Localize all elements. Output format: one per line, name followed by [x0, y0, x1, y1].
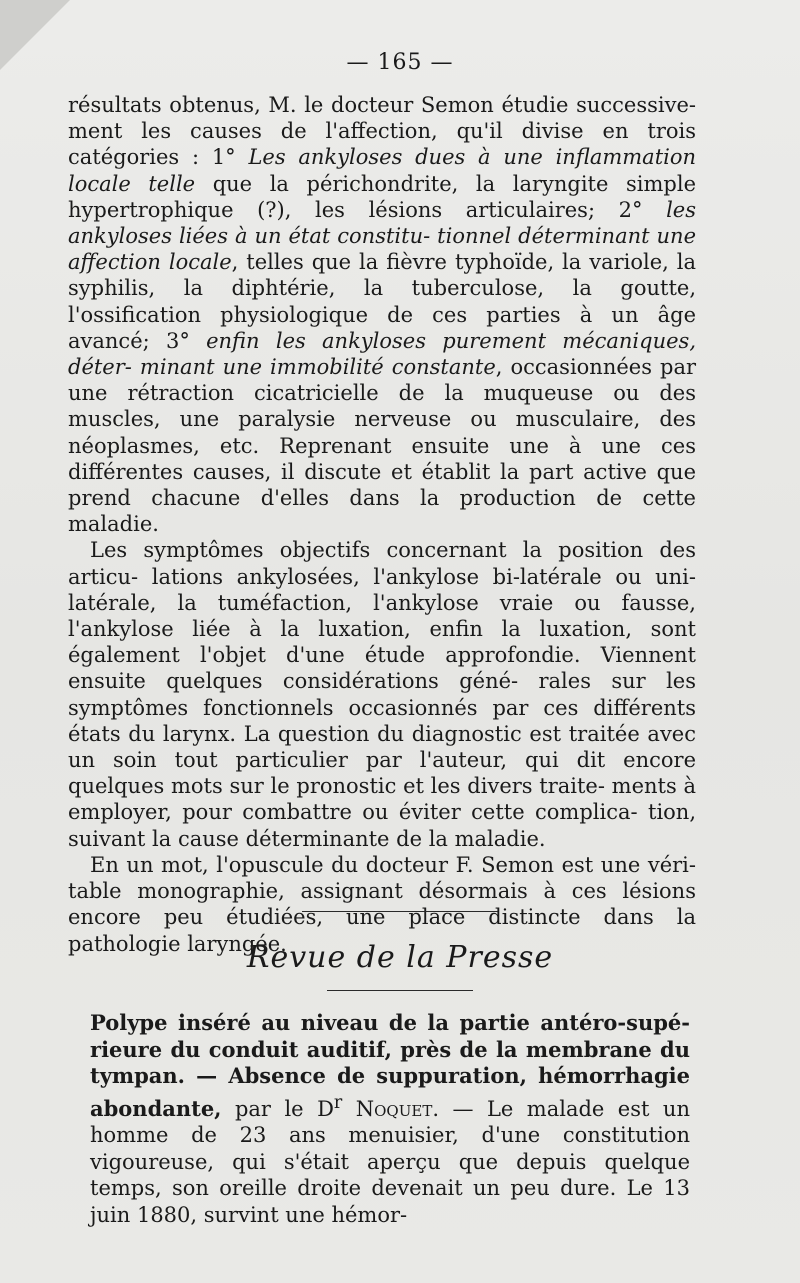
text-segment: rétraction cicatricielle de la muqueuse ou des muscles, une	[68, 381, 696, 432]
text-segment: peu étudiées, une place distincte dans la pathologie laryngée.	[68, 905, 696, 956]
article-headline: Polype inséré au niveau de la partie antéro-supé- rieure du conduit auditif, près de la membrane du tympan. — Absence de suppuration, hémorrhagie abondante,	[90, 1010, 690, 1121]
text-segment: ment les causes de l'affection, qu'il divise en trois catégories :	[68, 119, 696, 170]
text-segment: luxation, enfin la luxation, sont également l'objet d'une étude	[68, 617, 696, 668]
text-segment: table monographie, assignant désormais à ces lésions encore	[68, 879, 696, 930]
text-segment: 1°	[211, 145, 249, 170]
text-segment: tion, suivant la cause déterminante de la maladie.	[68, 800, 696, 851]
paragraph	[68, 92, 696, 537]
article-byline: par le D	[221, 1096, 334, 1121]
body-text	[68, 92, 696, 957]
text-segment: rales sur les symptômes fonctionnels occasionnés par ces	[68, 669, 696, 720]
text-segment: lésions articulaires; 2°	[368, 197, 667, 222]
separator-rule-short	[327, 990, 473, 991]
text-segment: Les symptômes objectifs concernant la position des articu-	[68, 538, 696, 589]
text-segment: Reprenant ensuite une à une ces différentes causes, il discute	[68, 433, 697, 484]
article-text: . — Le malade est un homme de 23 ans menuisier, d'une constitution vigoureuse, qui s'était aperçu que depuis quelque temps, son oreille droite devenait un peu dure. Le 13 juin 1880, survint une hémor-	[90, 1096, 690, 1227]
italic-text: enfin les ankyloses purement mécaniques, déter-	[68, 328, 696, 380]
text-segment: , telles que la fièvre	[231, 250, 447, 275]
text-segment: approfondie. Viennent ensuite quelques considérations géné-	[68, 643, 696, 694]
italic-text: Les ankyloses dues à une inflammation locale telle	[68, 145, 697, 196]
separator-rule	[302, 911, 498, 912]
italic-text: les ankyloses liées à un état constitu-	[68, 197, 696, 249]
text-segment: tuméfaction, l'ankylose vraie ou fausse, l'ankylose liée à la	[68, 590, 696, 642]
article-byline-sup: r	[333, 1092, 343, 1113]
text-segment: traitée avec un soin tout particulier par l'auteur, qui dit	[68, 721, 696, 773]
text-segment: et établit la part active que prend chacune d'elles dans la	[68, 459, 697, 511]
text-line	[68, 93, 696, 117]
text-segment: paralysie nerveuse ou musculaire, des néoplasmes, etc.	[68, 407, 696, 458]
text-segment: résultats obtenus, M. le docteur Semon étudie successive-	[68, 93, 696, 117]
text-segment: que	[195, 171, 253, 196]
text-segment: ments à employer, pour combattre ou éviter cette complica-	[68, 774, 696, 825]
text-segment: différents états du larynx. La question du diagnostic est	[68, 695, 696, 746]
text-segment: la goutte, l'ossification physiologique de ces parties à un âge	[68, 276, 696, 327]
text-segment: production de cette maladie.	[68, 486, 696, 537]
page-number: — 165 —	[346, 50, 454, 75]
paragraph	[68, 537, 696, 851]
article-author: Noquet	[342, 1096, 433, 1121]
text-segment: avancé; 3°	[68, 328, 207, 353]
text-segment: En un mot, l'opuscule du docteur F. Semon est une véri-	[90, 852, 696, 877]
text-segment: lations ankylosées, l'ankylose bi-latérale ou uni-latérale, la	[68, 564, 696, 615]
text-line	[90, 853, 696, 877]
section-title: Revue de la Presse	[246, 940, 554, 975]
italic-text: minant une immobilité constante	[139, 355, 496, 380]
text-segment: encore quelques mots sur le pronostic et les divers traite-	[68, 748, 696, 799]
article	[90, 1010, 690, 1228]
text-segment: typhoïde, la variole, la syphilis, la diphtérie, la tuberculose,	[68, 250, 697, 301]
text-segment: , occasionnées par une	[68, 355, 696, 406]
text-segment: la périchondrite, la laryngite simple hypertrophique (?), les	[68, 171, 696, 222]
italic-text: tionnel déterminant une affection locale	[68, 224, 696, 275]
